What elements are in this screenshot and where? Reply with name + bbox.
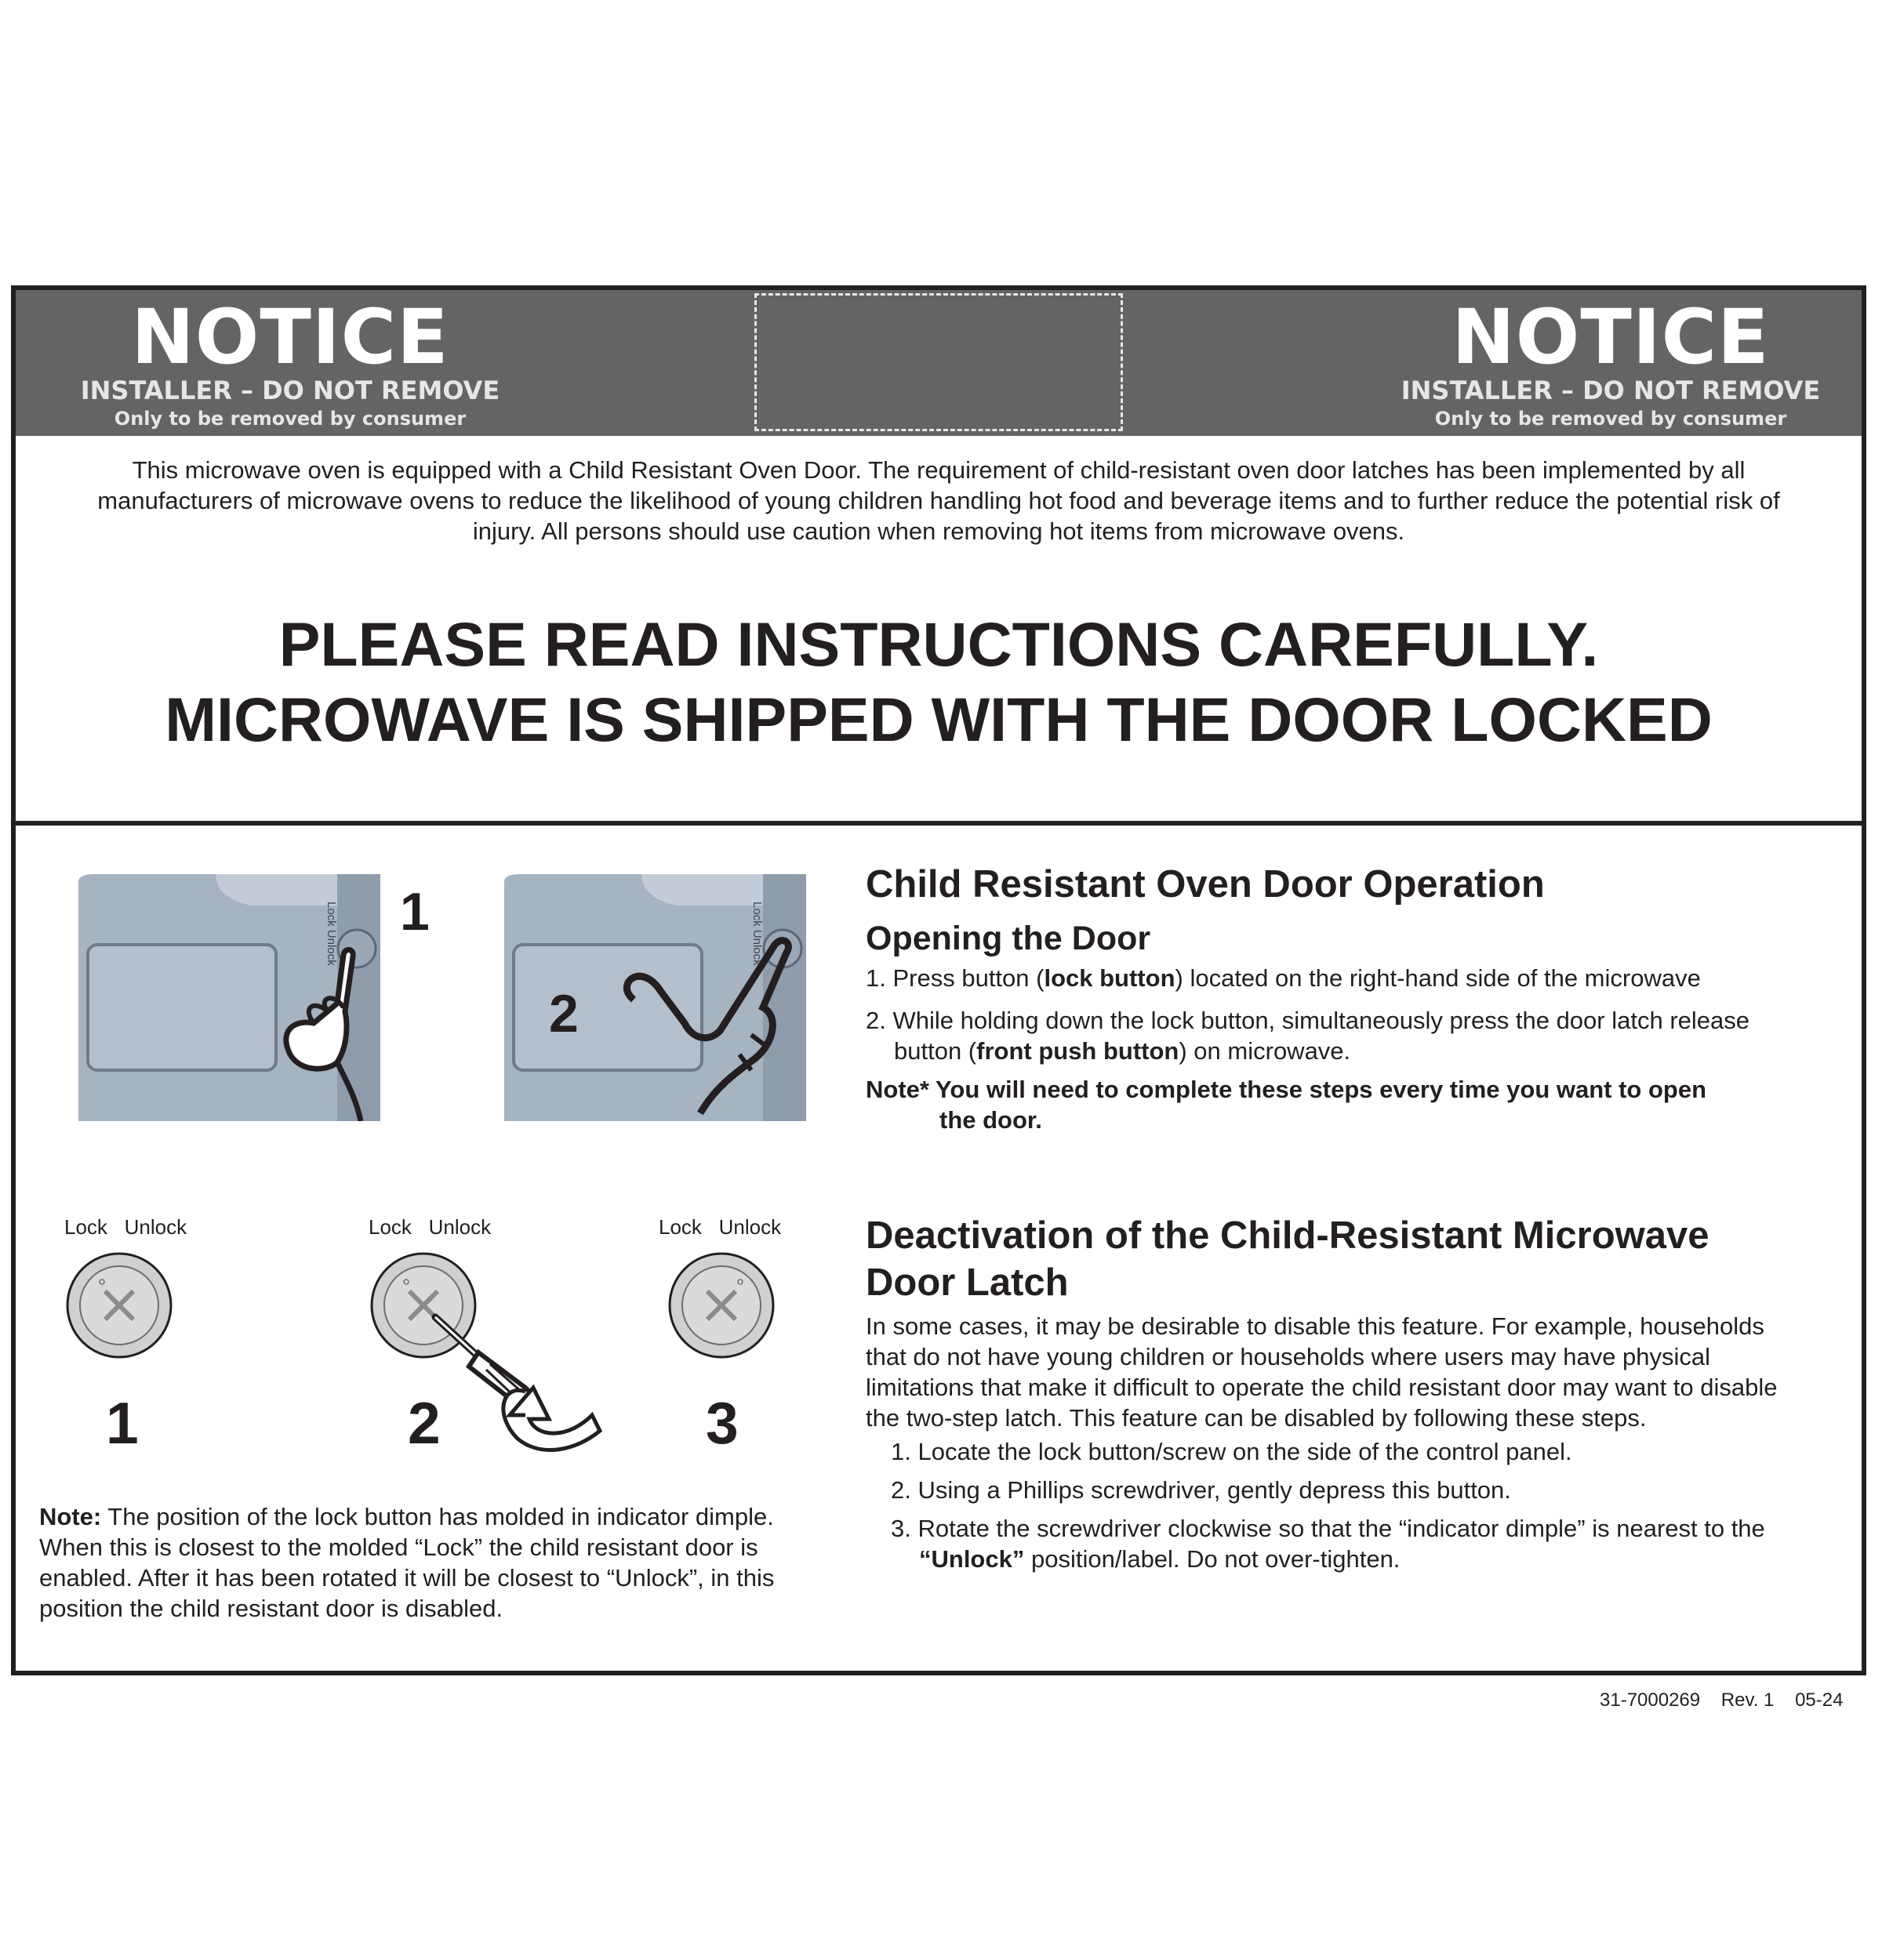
headline-line: PLEASE READ INSTRUCTIONS CAREFULLY.	[278, 609, 1599, 679]
lock-label: Lock	[369, 1215, 412, 1239]
lock-label: Lock	[659, 1215, 702, 1239]
screw-labels-3	[659, 1215, 781, 1239]
section-divider	[16, 821, 1862, 826]
step-number: 1	[400, 882, 430, 942]
step-number: 3	[706, 1390, 739, 1456]
deactivation-step-2: 2. Using a Phillips screwdriver, gently depress this button.	[891, 1476, 1511, 1504]
press-lock-button-illustration	[78, 874, 380, 1121]
step-number: 2	[549, 984, 579, 1044]
notice-note: Only to be removed by consumer	[114, 408, 467, 430]
deactivation-paragraph: In some cases, it may be desirable to disable this feature. For example, households that do not have young children or households where users may have physical limitations that make it difficult to operate the child resistant door may want to disable the two-step latch. This feature can be disabled by following these steps.	[866, 1312, 1778, 1432]
notice-right	[1336, 290, 1882, 431]
deactivation-title: Deactivation of the Child-Resistant Microwave Door Latch	[866, 1214, 1709, 1304]
note-line: position the child resistant door is disabled.	[39, 1595, 503, 1622]
note-line: When this is closest to the molded “Lock” the child resistant door is	[39, 1534, 758, 1561]
note-line: Note: The position of the lock button has molded in indicator dimple.	[39, 1503, 774, 1530]
note-label: Note:	[39, 1503, 102, 1530]
deactivation-step-1: 1. Locate the lock button/screw on the side of the control panel.	[891, 1438, 1572, 1465]
intro-line: This microwave oven is equipped with a Child Resistant Oven Door. The requirement of child-resistant oven door latches has been implemented by all	[132, 456, 1746, 484]
notice-label	[11, 285, 1866, 1675]
intro-line: manufacturers of microwave ovens to reduce the likelihood of young children handling hot food and beverage items and to further reduce the potential risk of	[97, 487, 1780, 514]
operation-title: Child Resistant Oven Door Operation	[866, 863, 1545, 906]
unlock-label: Unlock	[428, 1215, 492, 1239]
notice-title: NOTICE	[1451, 293, 1770, 381]
svg-text:Lock Unlock: Lock Unlock	[325, 902, 338, 966]
opening-step-1: 1. Press button (lock button) located on the right-hand side of the microwave	[866, 964, 1701, 992]
notice-title: NOTICE	[131, 293, 449, 381]
screw-icon	[64, 1250, 174, 1360]
svg-text:Lock Unlock: Lock Unlock	[750, 902, 764, 966]
revision: Rev. 1	[1720, 1690, 1775, 1711]
intro-line: injury. All persons should use caution when removing hot items from microwave ovens.	[472, 517, 1405, 545]
note-line: enabled. After it has been rotated it will be closest to “Unlock”, in this	[39, 1564, 775, 1592]
deactivation-step-3: 3. Rotate the screwdriver clockwise so that the “indicator dimple” is nearest to the “Unlock” position/label. Do not over-tighten.	[891, 1515, 1765, 1573]
step-number: 1	[106, 1390, 139, 1456]
screw-labels-2	[369, 1215, 491, 1239]
revision-date: 05-24	[1795, 1690, 1844, 1711]
tear-off-area	[754, 293, 1123, 431]
notice-banner	[16, 290, 1862, 436]
opening-step-2: 2. While holding down the lock button, simultaneously press the door latch release button (front push button) on microwave.	[866, 1007, 1749, 1065]
notice-note: Only to be removed by consumer	[1434, 408, 1787, 430]
opening-subtitle: Opening the Door	[866, 920, 1151, 957]
headline-line: MICROWAVE IS SHIPPED WITH THE DOOR LOCKED	[165, 684, 1713, 754]
notice-subtitle: INSTALLER – DO NOT REMOVE	[80, 376, 500, 405]
headline	[31, 607, 1846, 757]
unlock-label: Unlock	[718, 1215, 782, 1239]
microwave-illustration-1	[78, 874, 380, 1121]
lock-label: Lock	[64, 1215, 107, 1239]
screw-labels-1	[64, 1215, 187, 1239]
document-footer	[1600, 1689, 1843, 1712]
notice-subtitle: INSTALLER – DO NOT REMOVE	[1401, 376, 1821, 405]
screw-icon	[667, 1250, 776, 1360]
notice-left	[16, 290, 565, 431]
part-number: 31-7000269	[1600, 1690, 1701, 1711]
unlock-label: Unlock	[124, 1215, 187, 1239]
opening-note: Note* You will need to complete these steps every time you want to open the door.	[866, 1076, 1707, 1134]
dimple-note	[39, 1501, 863, 1624]
intro-paragraph	[31, 455, 1846, 546]
step-number: 2	[408, 1390, 441, 1456]
